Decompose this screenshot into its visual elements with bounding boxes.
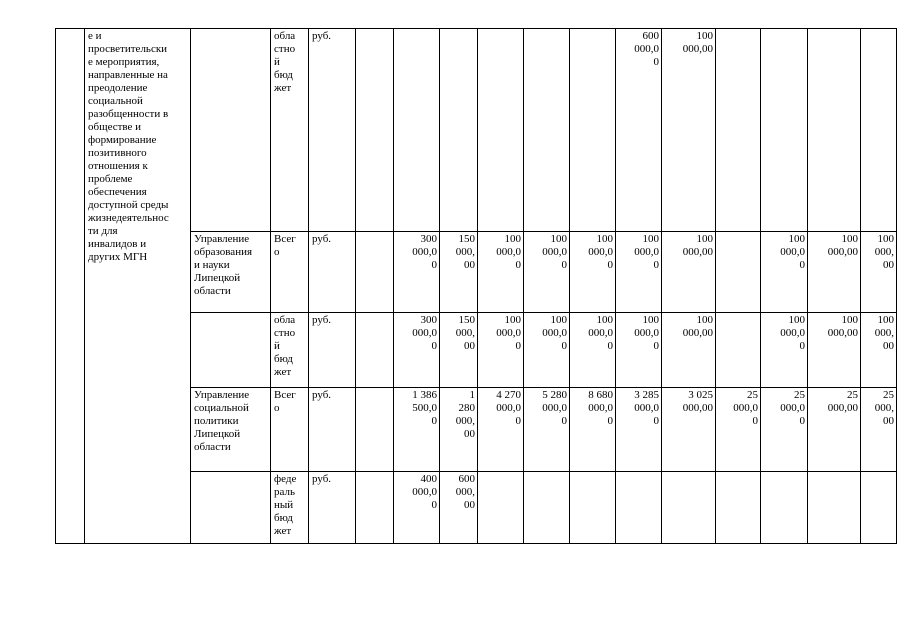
executor-cell [191,472,271,544]
value-cell [524,29,570,232]
value-cell: 1 386 500,0 0 [394,388,440,472]
value-cell: 300 000,0 0 [394,232,440,313]
value-cell: 4 270 000,0 0 [478,388,524,472]
value-cell [440,29,478,232]
value-cell: 100 000, 00 [861,232,897,313]
value-cell: 100 000,0 0 [616,313,662,388]
value-cell [570,472,616,544]
budget-table [55,28,897,544]
executor-cell: Управление образования и науки Липецкой области [191,232,271,313]
value-cell: 100 000, 00 [861,313,897,388]
value-cell: 100 000,0 0 [478,232,524,313]
value-cell: 100 000,0 0 [478,313,524,388]
value-cell: 3 285 000,0 0 [616,388,662,472]
funding-source-cell: феде раль ный бюд жет [271,472,309,544]
value-cell: 300 000,0 0 [394,313,440,388]
value-cell [761,29,808,232]
unit-cell: руб. [309,388,356,472]
funding-source-cell: обла стно й бюд жет [271,29,309,232]
executor-cell [191,313,271,388]
value-cell: 25 000,0 0 [761,388,808,472]
empty-cell [356,29,394,232]
value-cell [616,472,662,544]
measure-description: е и просветительски е мероприятия, направленные на преодоление социальной разобщенности в обществе и формирование позитивного отношения к проблеме обеспечения доступной среды жизнедеятельнос ти для инвалидов и других МГН [85,29,191,544]
value-cell [394,29,440,232]
index-cell [56,29,85,544]
unit-cell: руб. [309,313,356,388]
value-cell: 100 000,00 [662,29,716,232]
value-cell: 100 000,0 0 [570,232,616,313]
value-cell [662,472,716,544]
value-cell: 100 000,0 0 [761,313,808,388]
value-cell: 100 000,00 [662,232,716,313]
value-cell: 600 000,0 0 [616,29,662,232]
value-cell [761,472,808,544]
unit-cell: руб. [309,472,356,544]
value-cell [861,29,897,232]
value-cell [808,29,861,232]
funding-source-cell: Всег о [271,232,309,313]
value-cell [478,29,524,232]
funding-source-cell: Всег о [271,388,309,472]
value-cell [716,232,761,313]
empty-cell [356,232,394,313]
value-cell: 100 000,00 [808,232,861,313]
value-cell: 25 000,0 0 [716,388,761,472]
value-cell: 600 000, 00 [440,472,478,544]
value-cell: 25 000,00 [808,388,861,472]
empty-cell [356,388,394,472]
funding-source-cell: обла стно й бюд жет [271,313,309,388]
unit-cell: руб. [309,29,356,232]
value-cell [861,472,897,544]
value-cell [716,29,761,232]
value-cell: 1 280 000, 00 [440,388,478,472]
value-cell: 100 000,0 0 [570,313,616,388]
value-cell [570,29,616,232]
value-cell [478,472,524,544]
value-cell: 150 000, 00 [440,313,478,388]
value-cell: 100 000,00 [808,313,861,388]
value-cell: 5 280 000,0 0 [524,388,570,472]
empty-cell [356,313,394,388]
value-cell: 100 000,00 [662,313,716,388]
value-cell: 8 680 000,0 0 [570,388,616,472]
value-cell: 3 025 000,00 [662,388,716,472]
executor-cell [191,29,271,232]
table-row [56,29,897,232]
value-cell: 100 000,0 0 [524,232,570,313]
value-cell: 100 000,0 0 [761,232,808,313]
value-cell [716,472,761,544]
value-cell: 150 000, 00 [440,232,478,313]
value-cell [808,472,861,544]
value-cell: 400 000,0 0 [394,472,440,544]
value-cell: 100 000,0 0 [524,313,570,388]
value-cell [716,313,761,388]
empty-cell [356,472,394,544]
value-cell: 25 000, 00 [861,388,897,472]
unit-cell: руб. [309,232,356,313]
value-cell [524,472,570,544]
value-cell: 100 000,0 0 [616,232,662,313]
executor-cell: Управление социальной политики Липецкой области [191,388,271,472]
